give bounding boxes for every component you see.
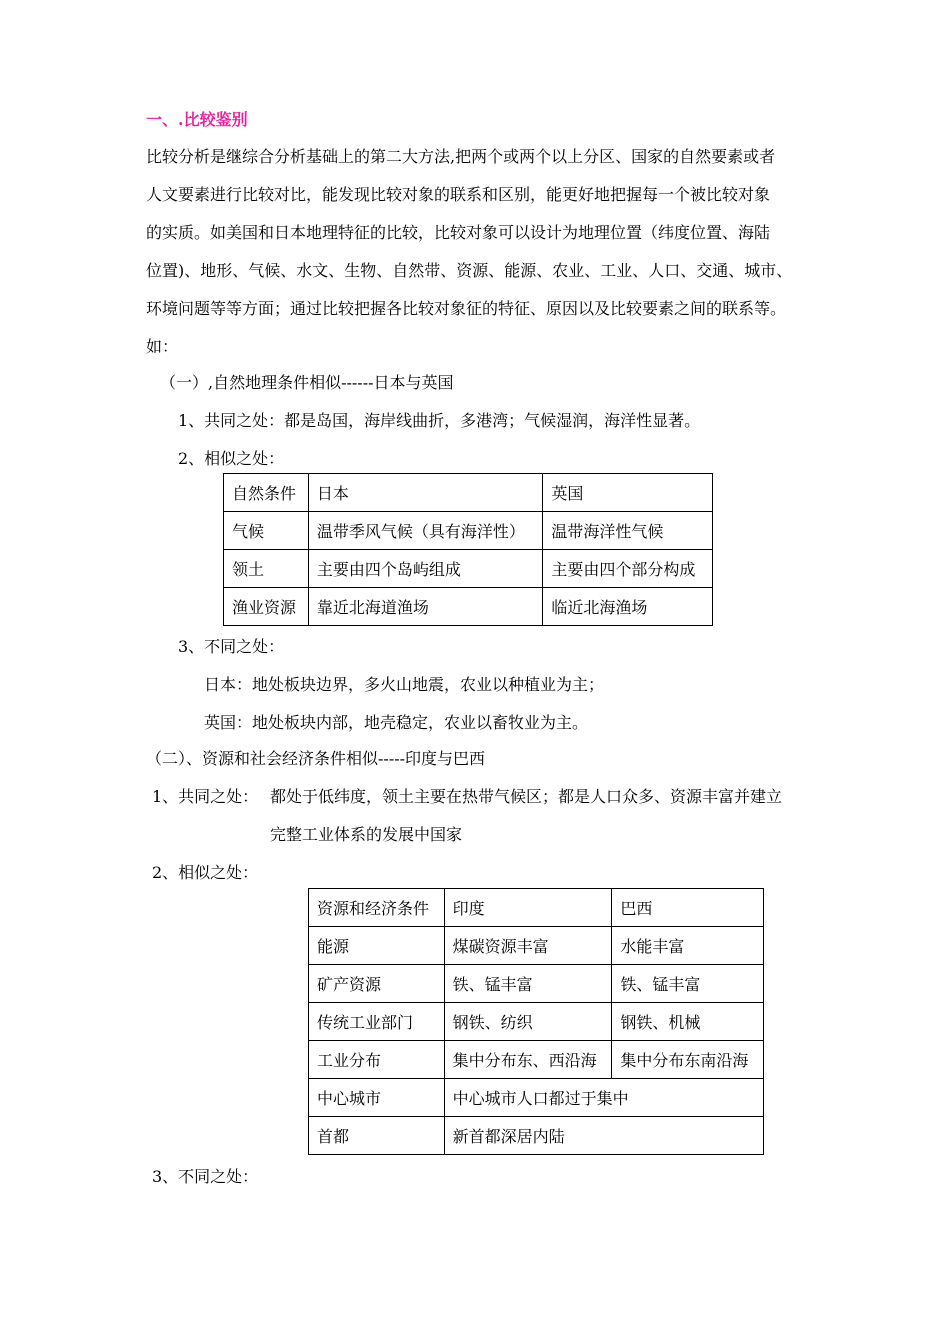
table-cell: 水能丰富 [612, 927, 764, 965]
table-cell: 钢铁、机械 [612, 1003, 764, 1041]
table-row [309, 965, 764, 1003]
table-row [224, 550, 713, 588]
table-cell: 巴西 [612, 889, 764, 927]
table-cell: 临近北海渔场 [543, 588, 713, 626]
table-cell: 资源和经济条件 [309, 889, 445, 927]
intro-line: 的实质。如美国和日本地理特征的比较，比较对象可以设计为地理位置（纬度位置、海陆 [146, 223, 771, 242]
table-cell: 靠近北海道渔场 [308, 588, 543, 626]
table-cell: 钢铁、纺织 [444, 1003, 612, 1041]
common-line: 完整工业体系的发展中国家 [270, 825, 463, 844]
table-cell: 日本 [308, 474, 543, 512]
diff-item: 日本：地处板块边界，多火山地震，农业以种植业为主； [204, 675, 605, 694]
intro-line: 环境问题等等方面；通过比较把握各比较对象征的特征、原因以及比较要素之间的联系等。 [146, 299, 787, 318]
table-cell: 传统工业部门 [309, 1003, 445, 1041]
diff-label: 3、不同之处： [152, 1167, 259, 1186]
intro-line: 人文要素进行比较对比，能发现比较对象的联系和区别，能更好地把握每一个被比较对象 [146, 185, 771, 204]
table-cell: 主要由四个岛屿组成 [308, 550, 543, 588]
table-cell: 矿产资源 [309, 965, 445, 1003]
table-cell: 中心城市 [309, 1079, 445, 1117]
table-cell: 中心城市人口都过于集中 [444, 1079, 763, 1117]
table-row [309, 1117, 764, 1155]
intro-line: 如： [146, 337, 179, 356]
table-row [224, 588, 713, 626]
subsection-title-japan-uk: （一）,自然地理条件相似------日本与英国 [160, 373, 454, 392]
table-cell: 领土 [224, 550, 309, 588]
table-row [309, 1041, 764, 1079]
table-cell: 煤碳资源丰富 [444, 927, 612, 965]
table-cell: 新首都深居内陆 [444, 1117, 763, 1155]
table-cell: 自然条件 [224, 474, 309, 512]
intro-line: 位置)、地形、气候、水文、生物、自然带、资源、能源、农业、工业、人口、交通、城市、 [146, 261, 793, 280]
india-brazil-table [308, 888, 764, 1155]
table-cell: 气候 [224, 512, 309, 550]
table-row [309, 1003, 764, 1041]
table-cell: 工业分布 [309, 1041, 445, 1079]
table-row [309, 1079, 764, 1117]
diff-label: 3、不同之处： [178, 637, 285, 656]
table-row [309, 927, 764, 965]
table-cell: 首都 [309, 1117, 445, 1155]
table-header-row [224, 474, 713, 512]
table-cell: 英国 [543, 474, 713, 512]
table-cell: 集中分布东南沿海 [612, 1041, 764, 1079]
table-cell: 主要由四个部分构成 [543, 550, 713, 588]
table-cell: 印度 [444, 889, 612, 927]
similar-label: 2、相似之处： [178, 449, 285, 468]
table-cell: 渔业资源 [224, 588, 309, 626]
table-cell: 温带海洋性气候 [543, 512, 713, 550]
table-cell: 能源 [309, 927, 445, 965]
table-cell: 铁、锰丰富 [444, 965, 612, 1003]
intro-line: 比较分析是继综合分析基础上的第二大方法,把两个或两个以上分区、国家的自然要素或者 [146, 147, 776, 166]
table-header-row [309, 889, 764, 927]
table-cell: 铁、锰丰富 [612, 965, 764, 1003]
japan-uk-table [223, 473, 713, 626]
common-points: 1、共同之处：都是岛国，海岸线曲折，多港湾；气候湿润，海洋性显著。 [178, 411, 701, 430]
section-heading: 一、.比较鉴别 [146, 110, 248, 129]
table-row [224, 512, 713, 550]
table-cell: 集中分布东、西沿海 [444, 1041, 612, 1079]
common-line: 都处于低纬度，领土主要在热带气候区；都是人口众多、资源丰富并建立 [270, 787, 783, 806]
diff-item: 英国：地处板块内部，地壳稳定，农业以畜牧业为主。 [204, 713, 589, 732]
similar-label: 2、相似之处： [152, 863, 259, 882]
subsection-title-india-brazil: （二）、资源和社会经济条件相似-----印度与巴西 [146, 749, 486, 768]
table-cell: 温带季风气候（具有海洋性） [308, 512, 543, 550]
common-label: 1、共同之处： [152, 787, 259, 806]
